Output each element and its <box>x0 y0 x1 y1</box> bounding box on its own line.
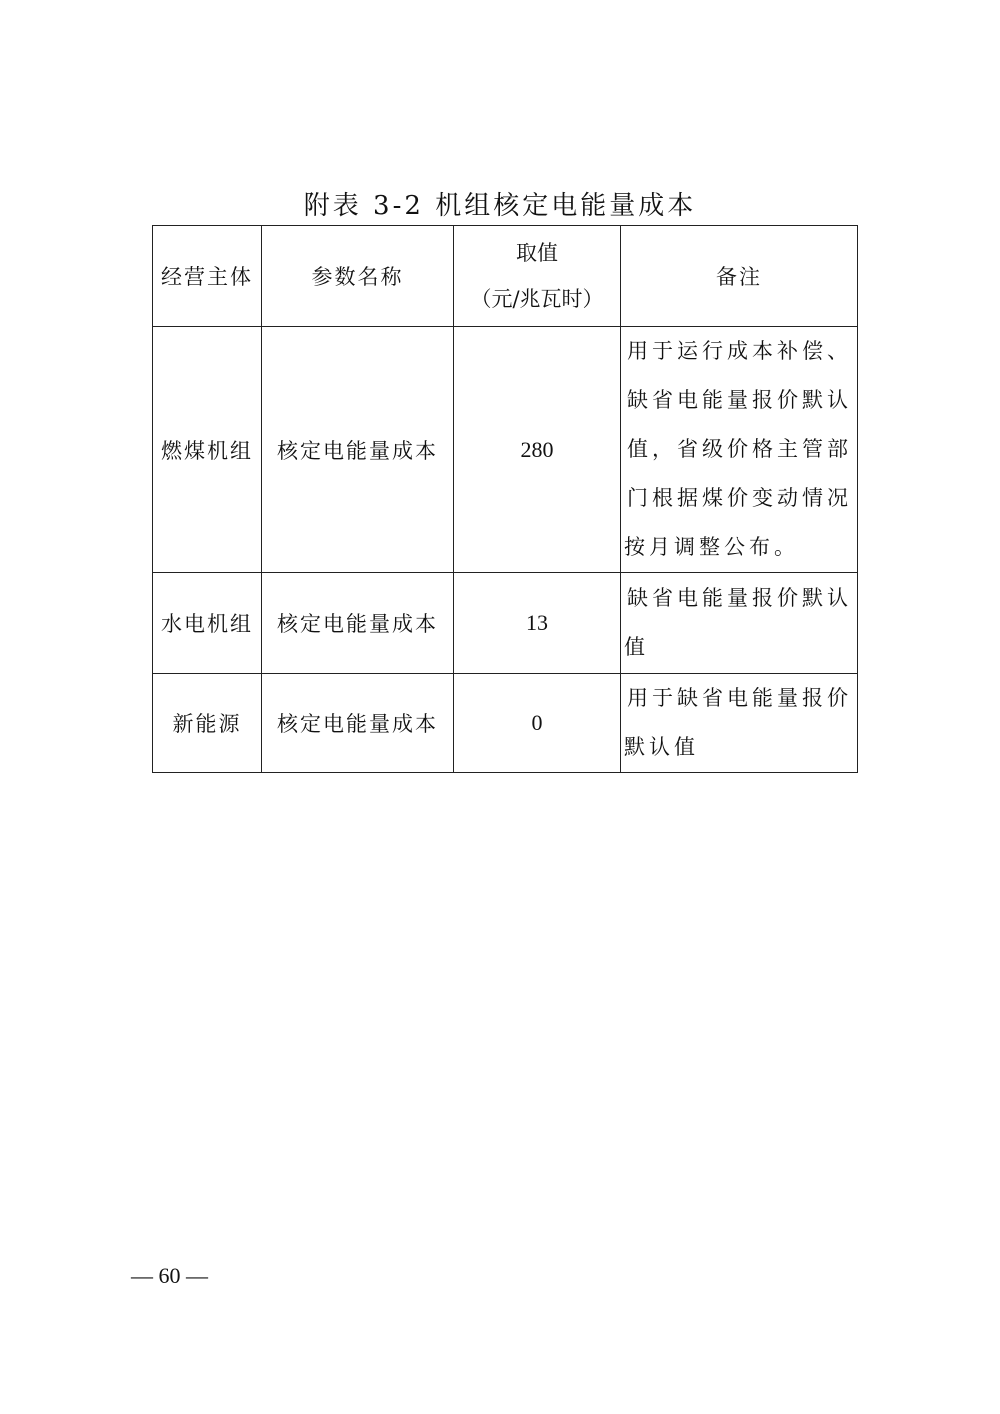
table-header-row <box>153 226 858 327</box>
cell-param-name: 核定电能量成本 <box>262 327 454 573</box>
table-title: 附表 3-2 机组核定电能量成本 <box>303 191 697 221</box>
header-value <box>454 226 621 327</box>
cell-remark: 缺省电能量报价默认值 <box>621 573 858 674</box>
cell-param-name: 核定电能量成本 <box>262 573 454 674</box>
cell-param-name: 核定电能量成本 <box>262 674 454 773</box>
table-row <box>153 674 858 773</box>
header-param-name: 参数名称 <box>262 226 454 327</box>
page-number: — 60 — <box>131 1263 208 1288</box>
header-remark: 备注 <box>621 226 858 327</box>
header-value-label: 取值 <box>516 241 558 265</box>
cost-table <box>152 225 858 773</box>
header-value-unit: （元/兆瓦时） <box>470 287 604 311</box>
table-row <box>153 327 858 573</box>
cell-value: 13 <box>454 573 621 674</box>
cell-value: 0 <box>454 674 621 773</box>
cell-remark: 用于运行成本补偿、缺省电能量报价默认值，省级价格主管部门根据煤价变动情况按月调整公布。 <box>621 327 858 573</box>
header-entity: 经营主体 <box>153 226 262 327</box>
cell-entity: 水电机组 <box>153 573 262 674</box>
cell-entity: 燃煤机组 <box>153 327 262 573</box>
cell-remark: 用于缺省电能量报价默认值 <box>621 674 858 773</box>
cell-entity: 新能源 <box>153 674 262 773</box>
table-row <box>153 573 858 674</box>
cell-value: 280 <box>454 327 621 573</box>
